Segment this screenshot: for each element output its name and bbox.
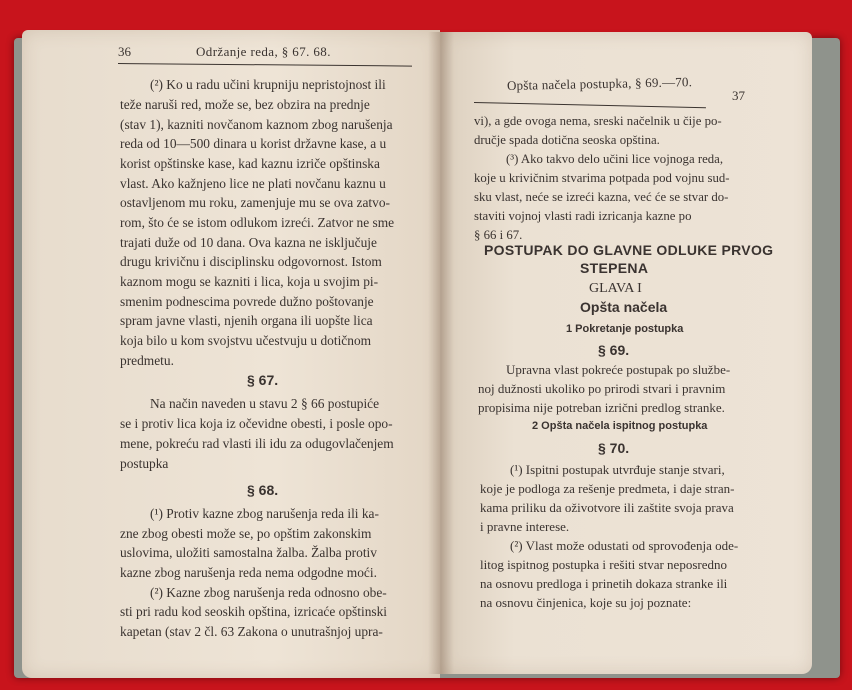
text-line: trajati duže od 10 dana. Ova kazna ne isključuje bbox=[120, 235, 377, 250]
text-line: kapetan (stav 2 čl. 63 Zakona o unutrašnjoj upra- bbox=[120, 624, 383, 639]
text-line: § 66 i 67. bbox=[474, 228, 523, 242]
text-line: (stav 1), kazniti novčanom kaznom zbog narušenja bbox=[120, 117, 393, 132]
text-line: (²) Kazne zbog narušenja reda odnosno obe- bbox=[150, 585, 387, 600]
text-line: kazne zbog narušenja reda nema odgodne moći. bbox=[120, 565, 377, 580]
right-running-head: Opšta načela postupka, § 69.—70. bbox=[506, 74, 693, 93]
chapter-label: GLAVA I bbox=[589, 281, 642, 296]
text-line: koja bilo u kom svojstvu učestvuju u dotičnom bbox=[120, 333, 372, 348]
text-line: (²) Ko u radu učini krupniju nepristojnost ili bbox=[150, 77, 386, 92]
text-line: propisima nije potreban izrični predlog stranke. bbox=[478, 400, 725, 415]
text-line: reda od 10—500 dinara u korist državne kase, a u bbox=[120, 136, 387, 151]
text-line: na osnovu činjenica, koje su joj poznate: bbox=[480, 595, 692, 610]
text-line: korist opštinske kase, kad kaznu izriče opštinska bbox=[120, 156, 380, 171]
text-line: (¹) Ispitni postupak utvrđuje stanje stvari, bbox=[510, 462, 725, 477]
chapter-title: Opšta načela bbox=[580, 299, 668, 315]
text-line: zne zbog obesti može se, po opštim zakonskim bbox=[120, 526, 372, 541]
text-line: i pravne interese. bbox=[480, 519, 570, 534]
text-line: (³) Ako takvo delo učini lice vojnoga reda, bbox=[506, 152, 724, 166]
text-line: (²) Vlast može odustati od sprovođenja ode- bbox=[510, 538, 739, 553]
text-line: uslovima, uložiti samostalna žalba. Žalba protiv bbox=[120, 545, 377, 560]
text-line: dručje spada dotična seoska opština. bbox=[474, 133, 660, 147]
book-gutter bbox=[428, 32, 454, 674]
section-heading-67: § 67. bbox=[247, 372, 279, 388]
right-page-number: 37 bbox=[732, 88, 745, 103]
text-line: noj dužnosti ukoliko po prirodi stvari i pravnim bbox=[478, 381, 726, 396]
text-line: ostavljenom mu roku, zamenjuje mu se ova zatvo- bbox=[120, 195, 390, 210]
text-line: rom, što će se istom odlukom izreći. Zatvor ne sme bbox=[120, 215, 395, 230]
text-line: sku vlast, neće se izreći kazna, već će se stvar do- bbox=[474, 190, 729, 204]
text-line: kama priliku da oživotvore ili zaštite svoja prava bbox=[480, 500, 734, 515]
text-line: Na način naveden u stavu 2 § 66 postupiće bbox=[150, 396, 380, 411]
part-title-line-2: STEPENA bbox=[580, 260, 649, 276]
text-line: teže naruši red, može se, bez obzira na prednje bbox=[120, 97, 370, 112]
part-title-line-1: POSTUPAK DO GLAVNE ODLUKE PRVOG bbox=[484, 242, 774, 258]
left-page-number: 36 bbox=[118, 44, 131, 59]
text-line: predmetu. bbox=[120, 353, 174, 368]
subsection-heading-1: 1 Pokretanje postupka bbox=[566, 323, 684, 335]
text-line: sti pri radu kod seoskih opština, izricaće opštinski bbox=[120, 604, 388, 619]
text-line: kaznom mogu se kazniti i lica, koja u svojim pi- bbox=[120, 274, 379, 289]
subsection-heading-2: 2 Opšta načela ispitnog postupka bbox=[532, 420, 708, 432]
text-line: koje u krivičnim stvarima potpada pod vojnu sud- bbox=[474, 171, 730, 185]
text-line: litog ispitnog postupka i rešiti stvar neposredno bbox=[480, 557, 727, 572]
text-line: mene, pokreću rad vlasti ili idu za odugovlačenjem bbox=[120, 436, 394, 451]
section-heading-68: § 68. bbox=[247, 482, 279, 498]
text-line: na osnovu predloga i prinetih dokaza stranke ili bbox=[480, 576, 728, 591]
text-line: (¹) Protiv kazne zbog narušenja reda ili ka- bbox=[150, 506, 379, 521]
text-line: koje je podloga za rešenje predmeta, i daje stran- bbox=[480, 481, 735, 496]
left-running-head: Održanje reda, § 67. 68. bbox=[196, 44, 331, 59]
section-heading-69: § 69. bbox=[598, 342, 630, 358]
text-line: spram javne vlasti, njenih organa ili uopšte lica bbox=[120, 313, 373, 328]
text-line: se i protiv lica koja iz očevidne obesti, i posle opo- bbox=[120, 416, 393, 431]
text-line: vlast. Ako kažnjeno lice ne plati novčanu kaznu u bbox=[120, 176, 386, 191]
text-line: Upravna vlast pokreće postupak po službe- bbox=[506, 362, 731, 377]
section-heading-70: § 70. bbox=[598, 440, 630, 456]
text-line: staviti vojnoj vlasti radi izricanja kazne po bbox=[474, 209, 692, 223]
text-line: postupka bbox=[120, 456, 169, 471]
text-line: drugu krivičnu i disciplinsku odgovornost. Istom bbox=[120, 254, 382, 269]
text-line: smenim podnescima povrede dužno poštovanje bbox=[120, 294, 374, 309]
text-line: vi), a gde ovoga nema, sreski načelnik u čije po- bbox=[474, 114, 722, 128]
